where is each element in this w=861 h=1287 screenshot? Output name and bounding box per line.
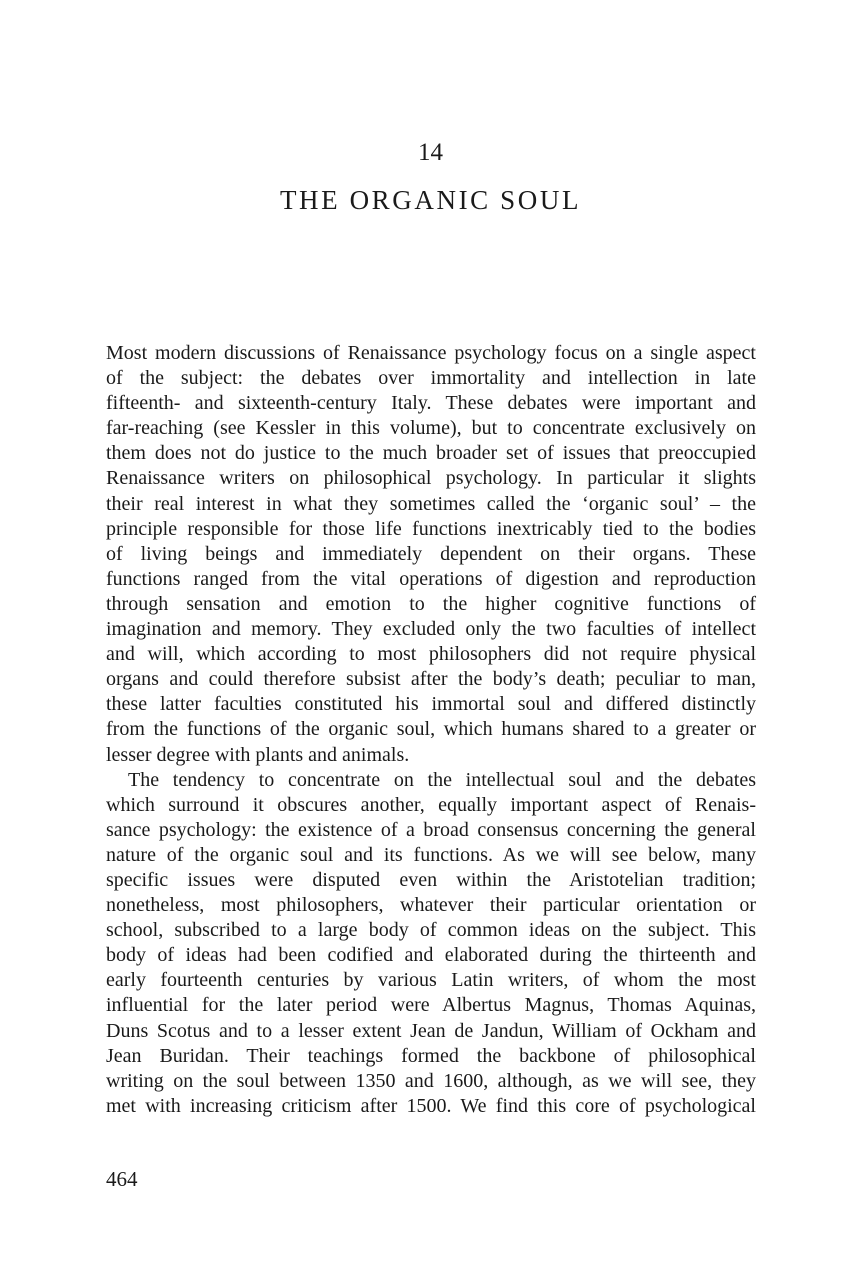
paragraph-2 bbox=[106, 768, 756, 1119]
text-line: them does not do justice to the much broader set of issues that preoccupied bbox=[106, 442, 756, 465]
text-line: imagination and memory. They excluded only the two faculties of intellect bbox=[106, 618, 756, 641]
text-line: far-reaching (see Kessler in this volume), but to concentrate exclusively on bbox=[106, 417, 756, 440]
text-line: nonetheless, most philosophers, whatever their particular orientation or bbox=[106, 894, 756, 917]
text-line: these latter faculties constituted his immortal soul and differed distinctly bbox=[106, 693, 756, 716]
text-line: met with increasing criticism after 1500. We find this core of psychological bbox=[106, 1094, 756, 1117]
text-line: body of ideas had been codified and elaborated during the thirteenth and bbox=[106, 944, 756, 967]
text-line: influential for the later period were Albertus Magnus, Thomas Aquinas, bbox=[106, 994, 756, 1017]
text-line: through sensation and emotion to the higher cognitive functions of bbox=[106, 592, 756, 615]
text-line: fifteenth- and sixteenth-century Italy. These debates were important and bbox=[106, 392, 756, 415]
text-line: The tendency to concentrate on the intellectual soul and the debates bbox=[128, 768, 756, 791]
body-text bbox=[106, 341, 756, 1119]
text-line: principle responsible for those life functions inextricably tied to the bodies bbox=[106, 517, 756, 540]
text-line: school, subscribed to a large body of common ideas on the subject. This bbox=[106, 919, 756, 942]
text-line: early fourteenth centuries by various Latin writers, of whom the most bbox=[106, 969, 756, 992]
text-line: Renaissance writers on philosophical psychology. In particular it slights bbox=[106, 467, 756, 490]
text-line: lesser degree with plants and animals. bbox=[106, 743, 410, 766]
text-line: their real interest in what they sometimes called the ‘organic soul’ – the bbox=[106, 492, 756, 515]
text-line: from the functions of the organic soul, which humans shared to a greater or bbox=[106, 718, 756, 741]
chapter-number: 14 bbox=[418, 139, 443, 166]
text-line: functions ranged from the vital operations of digestion and reproduction bbox=[106, 567, 756, 590]
text-line: and will, which according to most philosophers did not require physical bbox=[106, 643, 756, 666]
text-line: Duns Scotus and to a lesser extent Jean de Jandun, William of Ockham and bbox=[106, 1019, 756, 1042]
text-line: of the subject: the debates over immortality and intellection in late bbox=[106, 367, 756, 390]
text-line: specific issues were disputed even within the Aristotelian tradition; bbox=[106, 868, 756, 891]
chapter-title: THE ORGANIC SOUL bbox=[279, 185, 582, 215]
text-line: organs and could therefore subsist after the body’s death; peculiar to man, bbox=[106, 668, 756, 691]
text-line: which surround it obscures another, equally important aspect of Renais- bbox=[106, 793, 756, 816]
text-line: Jean Buridan. Their teachings formed the backbone of philosophical bbox=[106, 1044, 756, 1067]
text-line: nature of the organic soul and its functions. As we will see below, many bbox=[106, 843, 756, 866]
text-line: Most modern discussions of Renaissance psychology focus on a single aspect bbox=[106, 342, 756, 364]
text-line: writing on the soul between 1350 and 1600, although, as we will see, they bbox=[106, 1069, 756, 1092]
text-line: sance psychology: the existence of a broad consensus concerning the general bbox=[106, 818, 756, 841]
page-number: 464 bbox=[106, 1167, 138, 1191]
text-line: of living beings and immediately dependent on their organs. These bbox=[106, 542, 756, 565]
paragraph-1 bbox=[106, 341, 756, 768]
